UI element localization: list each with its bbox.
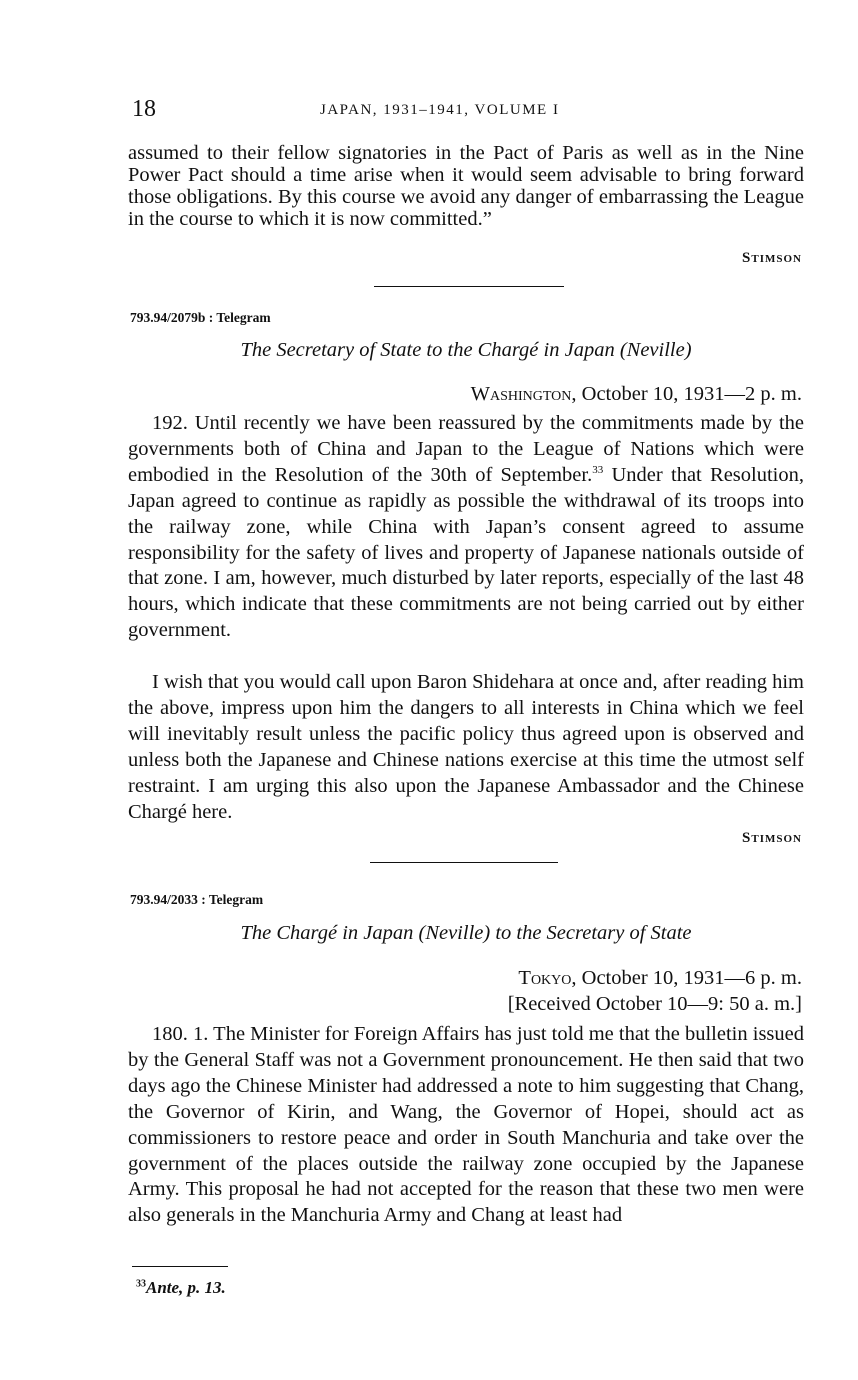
document-title-1: The Secretary of State to the Chargé in Japan (Neville) xyxy=(240,339,692,361)
file-reference-2: 793.94/2033 : Telegram xyxy=(130,892,264,907)
telegram-paragraph-1 xyxy=(128,411,804,644)
dateline-1 xyxy=(471,383,802,406)
footnote-text: Ante, p. 13. xyxy=(146,1278,226,1297)
continuation-paragraph: assumed to their fellow signatories in the Pact of Paris as well as in the Nine Power Pact should a time arise when it would seem advisable to bring forward those obligations. By this course we avoid any danger of embarrassing the League in the course to which it is now committed.” xyxy=(128,142,804,230)
paragraph-text: Under that Resolution, Japan agreed to continue as rapidly as possible the withdrawal of its troops into the railway zone, while China with Japan’s consent agreed to assume responsibility for the safety of lives and property of Japanese nationals outside of that zone. I am, however, much disturbed by later reports, especially of the last 48 hours, which indicate that these commitments are not being carried out by either government. xyxy=(128,463,804,642)
paragraph-text: 192. Until recently we have been reassured by the commitments made by the governments both of China and Japan to the League of Nations which were embodied in the Resolution of the 30th of September. xyxy=(128,412,804,486)
telegram-paragraph-2: I wish that you would call upon Baron Shidehara at once and, after reading him the above, impress upon him the dangers to all interests in China which we feel will inevitably result unless the pacific policy thus agreed upon is observed and unless both the Japanese and Chinese nations exercise at this time the utmost self restraint. I am urging this also upon the Japanese Ambassador and the Chinese Chargé here. xyxy=(128,671,804,823)
dateline-date: , October 10, 1931—2 p. m. xyxy=(571,383,802,405)
footnote xyxy=(136,1278,226,1298)
page-header xyxy=(132,96,802,126)
dateline-2 xyxy=(518,967,802,990)
dateline-date: , October 10, 1931—6 p. m. xyxy=(571,967,802,989)
document-title-2: The Chargé in Japan (Neville) to the Secretary of State xyxy=(240,922,692,944)
section-divider-2 xyxy=(370,862,558,863)
dateline-place: Washington xyxy=(470,383,572,405)
telegram-paragraph-3: 180. 1. The Minister for Foreign Affairs has just told me that the bulletin issued by the General Staff was not a Government pronouncement. He then said that two days ago the Chinese Minister had addressed a note to him suggesting that Chang, the Governor of Kirin, and Wang, the Governor of Hopei, should act as commissioners to restore peace and order in South Manchuria and take over the government of the places outside the railway zone occupied by the Japanese Army. This proposal he had not accepted for the reason that these two men were also generals in the Manchuria Army and Chang at least had xyxy=(128,1023,804,1227)
signature-stimson-2: Stimson xyxy=(742,830,802,846)
footnote-marker: 33 xyxy=(136,1278,146,1290)
received-line: [Received October 10—9: 50 a. m.] xyxy=(507,993,802,1015)
section-divider-1 xyxy=(374,286,564,287)
file-reference-1: 793.94/2079b : Telegram xyxy=(130,310,271,325)
footnote-reference: 33 xyxy=(592,463,604,476)
footnote-divider xyxy=(132,1266,228,1267)
signature-stimson-1: Stimson xyxy=(742,250,802,266)
dateline-place: Tokyo xyxy=(518,967,572,989)
page-number: 18 xyxy=(132,96,156,122)
running-head: JAPAN, 1931–1941, VOLUME I xyxy=(320,102,560,118)
